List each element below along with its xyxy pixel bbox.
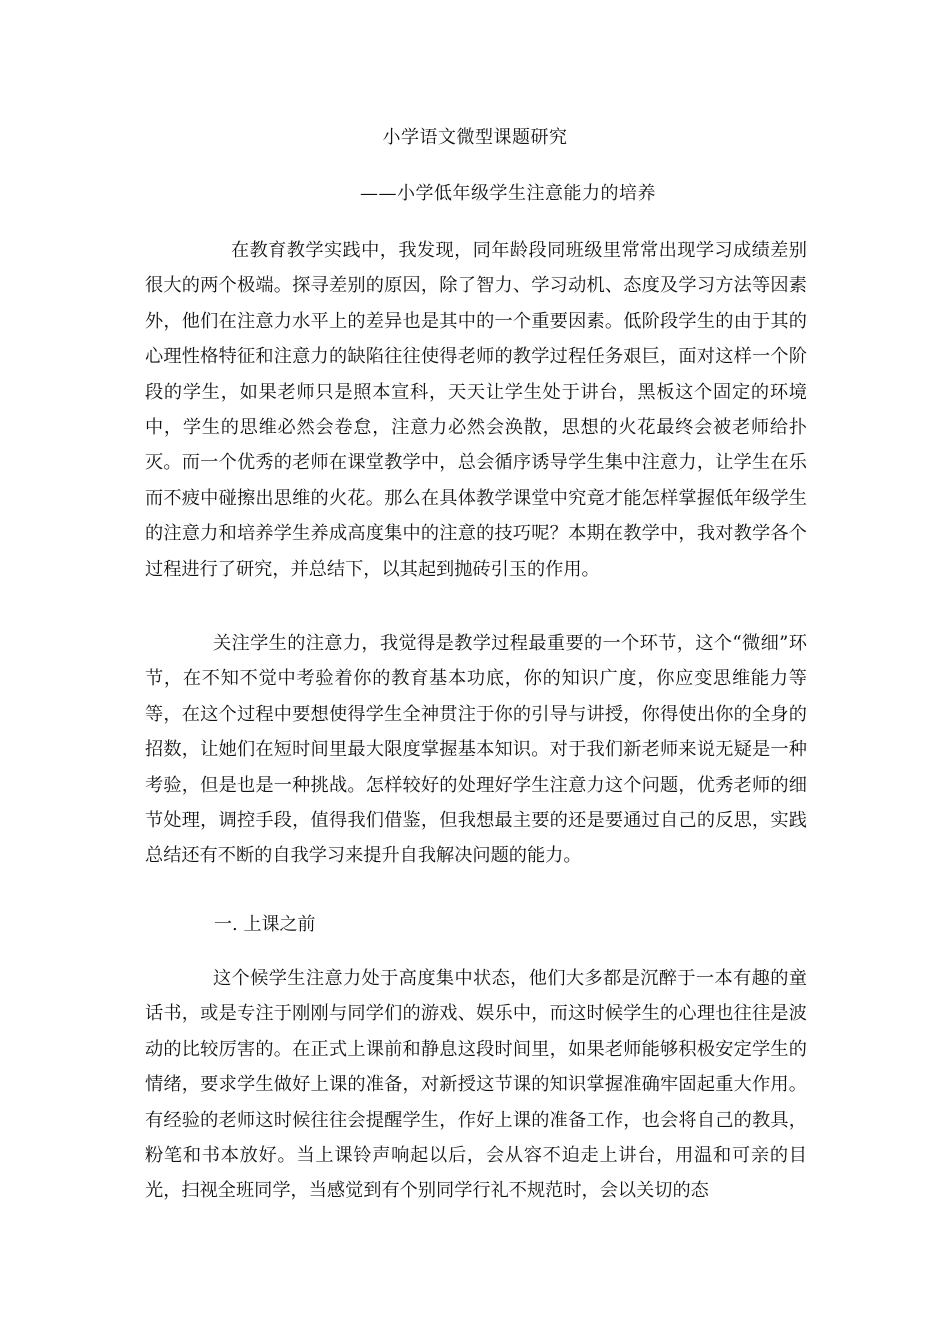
paragraph-intro: 在教育教学实践中，我发现，同年龄段同班级里常常出现学习成绩差别很大的两个极端。探寻差别的原因，除了智力、学习动机、态度及学习方法等因素外，他们在注意力水平上的差异也是其中的一个重要因素。低阶段学生的由于其的心理性格特征和注意力的缺陷往往使得老师的教学过程任务艰巨，面对这样一个阶段的学生，如果老师只是照本宣科，天天让学生处于讲台，黑板这个固定的环境中，学生的思维必然会卷怠，注意力必然会涣散，思想的火花最终会被老师给扑灭。而一个优秀的老师在课堂教学中，总会循序诱导学生集中注意力，让学生在乐而不疲中碰擦出思维的火花。那么在具体教学课堂中究竟才能怎样掌握低年级学生的注意力和培养学生养成高度集中的注意的技巧呢？本期在教学中，我对教学各个过程进行了研究，并总结下，以其起到抛砖引玉的作用。: [145, 240, 807, 580]
paragraph-before-class: 这个候学生注意力处于高度集中状态，他们大多都是沉醉于一本有趣的童话书，或是专注于刚刚与同学们的游戏、娱乐中，而这时候学生的心理也往往是波动的比较厉害的。在正式上课前和静息这段时间里，如果老师能够积极安定学生的情绪，要求学生做好上课的准备，对新授这节课的知识掌握准确牢固起重大作用。有经验的老师这时候往往会提醒学生，作好上课的准备工作，也会将自己的教具，粉笔和书本放好。当上课铃声响起以后，会从容不迫走上讲台，用温和可亲的目光，扫视全班同学，当感觉到有个别同学行礼不规范时，会以关切的态: [145, 968, 807, 1202]
paragraph-attention: 关注学生的注意力，我觉得是教学过程最重要的一个环节，这个“微细”环节，在不知不觉中考验着你的教育基本功底，你的知识广度，你应变思维能力等等，在这个过程中要想使得学生全神贯注于你的引导与讲授，你得使出你的全身的招数，让她们在短时间里最大限度掌握基本知识。对于我们新老师来说无疑是一种考验，但是也是一种挑战。怎样较好的处理好学生注意力这个问题，优秀老师的细节处理，调控手段，值得我们借鉴，但我想最主要的还是要通过自己的反思，实践总结还有不断的自我学习来提升自我解决问题的能力。: [145, 633, 807, 867]
document-title: 小学语文微型课题研究: [382, 127, 568, 148]
section-heading: 一. 上课之前: [214, 914, 316, 935]
document-subtitle: ——小学低年级学生注意能力的培养: [360, 183, 656, 204]
